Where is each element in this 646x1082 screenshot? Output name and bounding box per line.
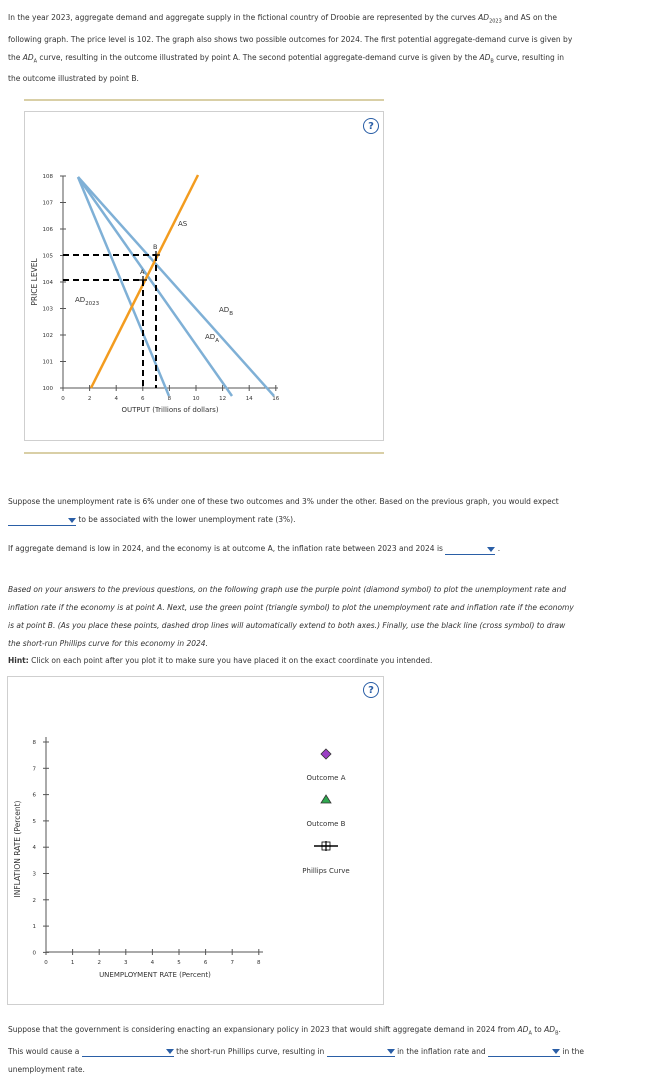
x-tick-label: 8 <box>257 960 261 966</box>
q3-inflation-dropdown[interactable] <box>327 1046 395 1057</box>
q1-outcome-dropdown[interactable] <box>8 515 76 526</box>
x-tick-label: 0 <box>44 960 48 966</box>
y-tick-label: 6 <box>32 792 36 799</box>
question-1-line-2 <box>8 511 628 529</box>
instructions-line-1: Based on your answers to the previous questions, on the following graph use the purple point (diamond symbol) to plot the unemployment rate and <box>8 585 567 594</box>
point-a-label: A <box>140 268 145 276</box>
ad-b-curve[interactable] <box>78 177 274 396</box>
y-tick-label: 106 <box>42 227 53 233</box>
y-tick-label: 5 <box>32 818 36 825</box>
instructions-line-3: is at point B. (As you place these points, dashed drop lines will automatically extend to both axes.) Finally, use the black line (cross symbol) to draw <box>8 621 566 630</box>
y-tick-label: 108 <box>42 174 53 180</box>
x-tick-label: 7 <box>230 960 234 966</box>
x-tick-label: 8 <box>167 396 172 402</box>
x-axis-title: UNEMPLOYMENT RATE (Percent) <box>99 971 211 979</box>
ad-b-label: $AD_B$ <box>219 306 233 317</box>
intro-line-1: In the year 2023, aggregate demand and aggregate supply in the fictional country of Droobie are represented by the curves $AD_{2023}$ and AS on the <box>8 13 557 25</box>
outcome-b-tool[interactable] <box>307 795 346 828</box>
outcome-a-tool[interactable] <box>307 749 346 782</box>
y-tick-label: 2 <box>32 897 36 904</box>
help-icon[interactable]: ? <box>363 682 379 698</box>
y-tick-label: 3 <box>32 871 36 878</box>
question-1 <box>8 493 628 529</box>
divider-bottom <box>24 452 384 454</box>
y-axis-title: INFLATION RATE (Percent) <box>13 800 22 898</box>
x-tick-label: 2 <box>87 396 92 402</box>
ad-2023-label: $AD_{2023}$ <box>75 296 100 307</box>
q2-end: . <box>497 544 501 553</box>
purple-diamond-icon[interactable] <box>321 749 331 759</box>
question-3-line-3: unemployment rate. <box>8 1064 85 1074</box>
intro-line-4: the outcome illustrated by point B. <box>8 74 139 83</box>
x-tick-label: 5 <box>177 960 181 966</box>
intro-paragraph <box>8 9 628 88</box>
chevron-down-icon <box>166 1049 174 1054</box>
x-tick-label: 6 <box>203 960 208 966</box>
q3-unemployment-dropdown[interactable] <box>488 1046 560 1057</box>
intro-line-2: following graph. The price level is 102. The graph also shows two possible outcomes for 2024. The first potential aggregate-demand curve is given by <box>8 34 573 44</box>
y-tick-label: 7 <box>32 766 36 773</box>
question-2 <box>8 540 628 558</box>
x-tick-label: 0 <box>61 396 65 402</box>
x-tick-label: 1 <box>70 960 75 966</box>
phillips-graph[interactable] <box>8 677 383 1004</box>
y-tick-label: 100 <box>42 386 53 392</box>
hint-text: Click on each point after you plot it to make sure you have placed it on the exact coordinate you intended. <box>28 656 433 665</box>
y-tick-label: 4 <box>32 845 36 852</box>
y-axis-title: PRICE LEVEL <box>30 258 39 306</box>
y-tick-label: 101 <box>42 359 53 366</box>
y-tick-label: 8 <box>32 740 36 746</box>
question-3-line-1: Suppose that the government is considering enacting an expansionary policy in 2023 that would shift aggregate demand in 2024 from $AD_A$ to $AD_B$. <box>8 1025 561 1037</box>
chevron-down-icon <box>487 547 495 552</box>
phillips-curve-tool[interactable] <box>302 841 349 875</box>
x-tick-label: 16 <box>272 396 280 402</box>
x-tick-label: 2 <box>97 960 101 966</box>
ad-as-graph[interactable] <box>25 112 383 440</box>
outcome-b-label: Outcome B <box>306 820 346 828</box>
question-2-text: If aggregate demand is low in 2024, and the economy is at outcome A, the inflation rate between 2023 and 2024 is <box>8 544 443 553</box>
y-tick-label: 0 <box>32 950 36 957</box>
chevron-down-icon <box>387 1049 395 1054</box>
x-tick-label: 4 <box>114 396 118 402</box>
x-tick-label: 6 <box>141 396 145 402</box>
phillips-graph-panel[interactable] <box>7 676 384 1005</box>
hint <box>8 652 628 670</box>
y-tick-label: 102 <box>42 333 53 339</box>
question-1-text: Suppose the unemployment rate is 6% under one of these two outcomes and 3% under the other. Based on the previous graph, you would expect <box>8 497 559 506</box>
x-tick-label: 14 <box>245 396 253 402</box>
y-tick-label: 105 <box>42 253 53 260</box>
x-tick-label: 10 <box>192 396 200 402</box>
question-3-line-2: This would cause a the short-run Phillips curve, resulting in in the inflation rate and in the <box>8 1046 584 1056</box>
q1-after-text: to be associated with the lower unemployment rate (3%). <box>78 515 296 524</box>
hint-label: Hint: <box>8 656 29 665</box>
instructions <box>8 581 628 653</box>
question-3 <box>8 1021 628 1079</box>
as-label: AS <box>178 220 188 228</box>
point-b-label: B <box>153 243 158 251</box>
y-tick-label: 104 <box>42 280 53 286</box>
chevron-down-icon <box>552 1049 560 1054</box>
instructions-line-2: inflation rate if the economy is at point A. Next, use the green point (triangle symbol) to plot the unemployment rate and inflation rate if the economy <box>8 603 574 612</box>
outcome-a-label: Outcome A <box>306 774 346 782</box>
x-axis-title: OUTPUT (Trillions of dollars) <box>121 406 219 414</box>
x-tick-label: 3 <box>124 960 128 966</box>
chevron-down-icon <box>68 518 76 523</box>
q3-shift-dropdown[interactable] <box>82 1046 174 1057</box>
phillips-curve-label: Phillips Curve <box>302 867 350 875</box>
ad-as-graph-panel[interactable] <box>24 111 384 441</box>
ad-a-label: $AD_A$ <box>205 333 219 344</box>
as-curve[interactable] <box>91 175 198 388</box>
q2-inflation-dropdown[interactable] <box>445 544 495 555</box>
green-triangle-icon[interactable] <box>321 795 331 803</box>
divider-top <box>24 99 384 101</box>
y-tick-label: 107 <box>42 200 53 207</box>
y-tick-label: 103 <box>42 306 53 313</box>
help-icon[interactable]: ? <box>363 118 379 134</box>
intro-line-3: the $AD_A$ curve, resulting in the outcome illustrated by point A. The second potential aggregate-demand curve is given by the $AD_B$ curve, resulting in <box>8 52 564 64</box>
y-tick-label: 1 <box>32 924 36 931</box>
instructions-line-4: the short-run Phillips curve for this economy in 2024. <box>8 639 208 648</box>
x-tick-label: 4 <box>150 960 155 966</box>
x-tick-label: 12 <box>219 396 227 402</box>
